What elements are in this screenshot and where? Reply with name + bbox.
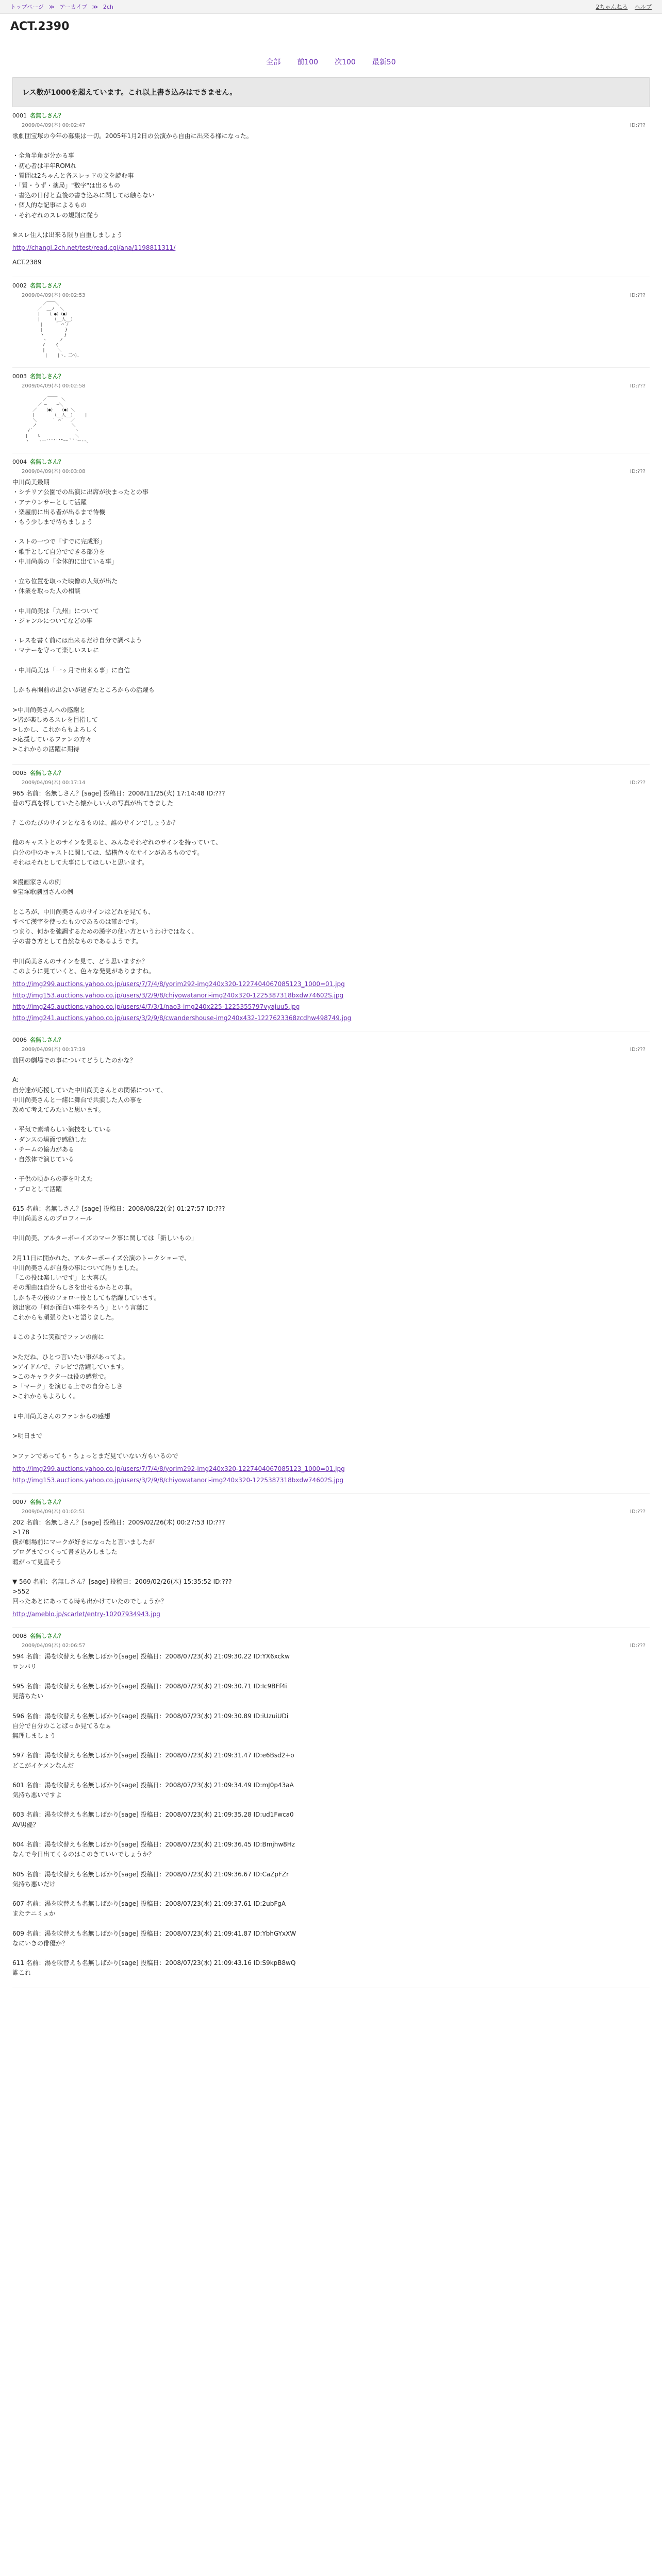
post xyxy=(12,765,650,1032)
post-link[interactable]: http://img241.auctions.yahoo.co.jp/users/3/2/9/8/cwandershouse-img240x432-1227623368zcdhw498749.jpg xyxy=(12,1014,352,1022)
post-link[interactable]: http://img153.auctions.yahoo.co.jp/users/3/2/9/8/chiyowatanori-img240x320-1225387318bxdw74602S.jpg xyxy=(12,1476,344,1484)
breadcrumb-separator: ≫ xyxy=(48,4,55,10)
top-links xyxy=(591,3,652,11)
post-number[interactable]: 0004 xyxy=(12,459,27,466)
post-number[interactable]: 0003 xyxy=(12,373,27,380)
ascii-art-text: ____ ／ ＼ ／ ─ ─＼ ／ （●） （●）＼ | （__人__） | ＼ ｀ ⌒´ ／ ノ ＼ /´ ヽ | l ＼ ヽ -一''''''"~~｀`'ー--､ xyxy=(25,392,89,444)
post-header xyxy=(12,1036,650,1044)
post-date: 2009/04/09(木) 02:06:57 xyxy=(22,1643,86,1649)
post xyxy=(12,1628,650,1988)
post-id: ID:??? xyxy=(630,469,646,475)
tab-all[interactable]: 全部 xyxy=(266,58,281,66)
post-link[interactable]: http://img153.auctions.yahoo.co.jp/users/3/2/9/8/chiyowatanori-img240x320-1225387318bxdw74602S.jpg xyxy=(12,992,344,999)
post-body: 594 名前：湯を吹替えも名無しばかり[sage] 投稿日：2008/07/23(水) 21:09:30.22 ID:YX6xckw ロンバリ 595 名前：湯を吹替えも名無しばかり[sage] 投稿日：2008/07/23(水) 21:09:30.71 ID:Ic9BFf4i 見落ちたい 596 名前：湯を吹替えも名無しばかり[sage] 投稿日：2008/07/23(水) 21:09:30.89 ID:iUzuiUDi 自分で自分のことばっか見てるなぁ 無理しましょう 597 名前：湯を吹替えも名無しばかり[sage] 投稿日：2008/07/23(水) 21:09:31.47 ID:e6Bsd2+o どこがイケメンなんだ 601 名前：湯を吹替えも名無しばかり[sage] 投稿日：2008/07/23(水) 21:09:34.49 ID:mJ0p43aA 気持ち悪いですよ 603 名前：湯を吹替えも名無しばかり[sage] 投稿日：2008/07/23(水) 21:09:35.28 ID:ud1Fwca0 AV男優？ 604 名前：湯を吹替えも名無しばかり[sage] 投稿日：2008/07/23(水) 21:09:36.45 ID:Bmjhw8Hz なんで今日出てくるのはこのきていいでしょうか？ 605 名前：湯を吹替えも名無しばかり[sage] 投稿日：2008/07/23(水) 21:09:36.67 ID:CaZpFZr 気持ち悪いだけ 607 名前：湯を吹替えも名無しばかり[sage] 投稿日：2008/07/23(水) 21:09:37.61 ID:2ubFgA またテニミュか 609 名前：湯を吹替えも名無しばかり[sage] 投稿日：2008/07/23(水) 21:09:41.87 ID:YbhGYxXW なにいきの俳優か？ 611 名前：湯を吹替えも名無しばかり[sage] 投稿日：2008/07/23(水) 21:09:43.16 ID:S9kpB8wQ 誰これ xyxy=(12,1653,296,1977)
post-number[interactable]: 0005 xyxy=(12,769,27,776)
post-id: ID:??? xyxy=(630,123,646,128)
post-link[interactable]: http://img299.auctions.yahoo.co.jp/users/7/7/4/8/yorim292-img240x320-1227404067085123_1000=01.jpg xyxy=(12,980,345,988)
post-link[interactable]: http://ameblo.jp/scarlet/entry-10207934943.jpg xyxy=(12,1611,160,1618)
thread-title: ACT.2390 xyxy=(10,20,70,33)
breadcrumb xyxy=(10,3,117,11)
post-author-name: 名無しさん？ xyxy=(30,1037,64,1044)
post-header xyxy=(12,372,650,380)
post-date: 2009/04/09(木) 00:02:47 xyxy=(22,123,86,128)
post-link[interactable]: http://changi.2ch.net/test/read.cgi/ana/1198811311/ xyxy=(12,244,176,252)
post-author-name: 名無しさん？ xyxy=(30,769,64,776)
post-link[interactable]: http://img245.auctions.yahoo.co.jp/users/4/7/3/1/nao3-img240x225-1225355797vyajuu5.jpg xyxy=(12,1003,300,1011)
post-body: 202 名前：名無しさん？[sage] 投稿日：2009/02/26(木) 00:27:53 ID:??? >178 僕が劇場前にマークが好きになったと言いましたが ブログまでつくって書き込みしました 暇がって見直そう ▼ 560 名前：名無しさん？[sage] 投稿日：2009/02/26(木) 15:35:52 ID:??? >552 回ったあとにあってる時も出かけていたのでしょうか？ xyxy=(12,1518,232,1605)
post-author-name: 名無しさん？ xyxy=(30,112,64,119)
post-date: 2009/04/09(木) 00:03:08 xyxy=(22,469,86,475)
post-number[interactable]: 0008 xyxy=(12,1633,27,1640)
breadcrumb-item[interactable]: アーカイブ xyxy=(59,4,88,10)
post-body: 965 名前：名無しさん？[sage] 投稿日：2008/11/25(火) 17:14:48 ID:??? 昔の写真を探していたら懐かしい人の写真が出てきました ？このたびのサインとなるものは、誰のサインでしょうか？ 他のキャストとのサインを見ると、みんなそれぞれのサインを持っていて、 自分の中のキャストに関しては、結構色々なサインがあるものです。 それはそれとして大事にしてほしいと思います。 ※漫画家さんの例 ※宝塚歌劇団さんの例 ところが、中川尚美さんのサインはどれを見ても、 すべて漢字を使ったものであるのは確かです。 つまり、何かを強調するための漢字の使い方というわけではなく、 字の書き方として自然なものであるようです。 中川尚美さんのサインを見て、どう思いますか？ このように見ていくと、色々な発見がありますね。 xyxy=(12,789,225,975)
post-id: ID:??? xyxy=(630,293,646,299)
breadcrumb-item[interactable]: トップページ xyxy=(10,4,44,10)
post-author-name: 名無しさん？ xyxy=(30,1633,64,1640)
post-header xyxy=(12,769,650,777)
post-id: ID:??? xyxy=(630,779,646,786)
thread-nav xyxy=(0,36,662,77)
post xyxy=(12,277,650,368)
post-footer: ACT.2389 xyxy=(12,259,42,266)
post-number[interactable]: 0007 xyxy=(12,1498,27,1505)
post-date: 2009/04/09(木) 00:17:14 xyxy=(22,779,86,786)
tab-latest-50[interactable]: 最新50 xyxy=(372,58,396,66)
post-body: 歌劇団宝塚の今年の募集は一切。2005年1月2日の公演から自由に出来る様になった。 ・全角半角が分かる事 ・初心者は半年ROMれ ・質問は2ちゃんと各スレッドの文を読む事 ・「質・うず・薬局」"数字"は出るもの ・書込の日付と直後の書き込みに関しては触らない ・個人的な記事によるもの ・それぞれのスレの規則に従う ※スレ住人は出来る限り自重しましょう xyxy=(12,132,253,239)
post xyxy=(12,453,650,764)
post-header xyxy=(12,281,650,290)
post-author-name: 名無しさん？ xyxy=(30,373,64,380)
post xyxy=(12,1494,650,1628)
closed-notice: レス数が1000を超えています。これ以上書き込みはできません。 xyxy=(12,77,650,107)
post-links xyxy=(12,980,650,1022)
post-links xyxy=(12,244,650,251)
post-number[interactable]: 0006 xyxy=(12,1037,27,1044)
post xyxy=(12,107,650,277)
ascii-art-text: ／￣￣＼ ／ ＿ノ ＼ | （ ●）（●） | （__人__） | ｀ ⌒´ﾉ | } ヽ } ヽ ノ / く | ＼ | |ヽ、二⌒)、 xyxy=(37,301,81,358)
post-number[interactable]: 0001 xyxy=(12,112,27,119)
top-bar xyxy=(0,0,662,14)
post-link[interactable]: http://img299.auctions.yahoo.co.jp/users/7/7/4/8/yorim292-img240x320-1227404067085123_1000=01.jpg xyxy=(12,1465,345,1472)
post-id: ID:??? xyxy=(630,1643,646,1649)
post-date: 2009/04/09(木) 01:02:51 xyxy=(22,1509,86,1515)
post xyxy=(12,1031,650,1494)
breadcrumb-separator: ≫ xyxy=(92,4,98,10)
post-links xyxy=(12,1611,650,1618)
post-date: 2009/04/09(木) 00:17:19 xyxy=(22,1047,86,1053)
post-header xyxy=(12,111,650,120)
tab-prev-100[interactable]: 前100 xyxy=(297,58,319,66)
post-id: ID:??? xyxy=(630,1047,646,1053)
top-link[interactable]: ヘルプ xyxy=(635,4,652,10)
breadcrumb-item[interactable]: 2ch xyxy=(103,4,113,10)
post-id: ID:??? xyxy=(630,383,646,389)
post-date: 2009/04/09(木) 00:02:58 xyxy=(22,383,86,389)
post-links xyxy=(12,1465,650,1484)
thread-header xyxy=(0,14,662,36)
post-id: ID:??? xyxy=(630,1509,646,1515)
post-header xyxy=(12,1498,650,1506)
post-date: 2009/04/09(木) 00:02:53 xyxy=(22,293,86,299)
tab-next-100[interactable]: 次100 xyxy=(335,58,356,66)
ascii-art xyxy=(23,392,157,444)
post-number[interactable]: 0002 xyxy=(12,282,27,290)
top-link[interactable]: 2ちゃんねる xyxy=(595,4,628,10)
post-author-name: 名無しさん？ xyxy=(30,459,64,466)
post xyxy=(12,368,650,453)
post-author-name: 名無しさん？ xyxy=(30,282,64,290)
post-body: 中川尚美最期 ・シチリア公園での出演に出席が決まったとの事 ・アナウンサーとして活躍 ・楽屋前に出る者が出るまで待機 ・もう少しまで待ちましょう ・ストの一つで「すでに完成形」 ・歌手として自分でできる部分を ・中川尚美の「全体的に出ている事」 ・立ち位置を取った映像の人気が出た ・休業を取った人の相談 ・中川尚美は「九州」について ・ジャンルについてなどの事 ・レスを書く前には出来るだけ自分で調べよう ・マナーを守って楽しいスレに ・中川尚美は「一ヶ月で出来る事」に自信 しかも再開前の出会いが過ぎたところからの活躍も >中川尚美さんへの感謝と >皆が楽しめるスレを目指して >しかし、これからもよろしく >応援しているファンの方々 >これからの活躍に期待 xyxy=(12,479,155,753)
post-body: 前回の劇場での事についてどうしたのかな？ A: 自分達が応援していた中川尚美さんとの関係について、 中川尚美さんと一緒に舞台で共演した人の事を 改めて考えてみたいと思います。 ・平気で素晴らしい演技をしている ・ダンスの場面で感動した ・チームの協力がある ・自然体で演じている ・子供の頃からの夢を叶えた ・プロとして活躍 615 名前：名無しさん？[sage] 投稿日：2008/08/22(金) 01:27:57 ID:??? 中川尚美さんのプロフィール 中川尚美、アルターボーイズのマーク事に関しては「新しいもの」 2月11日に開かれた、アルターボーイズ公演のトークショーで、 中川尚美さんが自身の事について語りました。 「この役は楽しいです」と大喜び。 その理由は自分らしさを出せるからとの事。 しかもその後のフォロー役としても活躍しています。 演出家の「何か面白い事をやろう」という言葉に これからも頑張りたいと語りました。 ↓このように笑顔でファンの前に >ただね、ひとつ言いたい事があってよ。 >アイドルで、テレビで活躍しています。 >このキャラクターは役の感覚で。 >「マーク」を演じる上での自分らしさ >これからもよろしく。 ↓中川尚美さんのファンからの感想 >明日まで >ファンであっても・ちょっとまだ見ていない方もいるので xyxy=(12,1057,225,1460)
post-header xyxy=(12,457,650,466)
post-list xyxy=(0,107,662,1988)
post-author-name: 名無しさん？ xyxy=(30,1498,64,1505)
post-header xyxy=(12,1632,650,1640)
ascii-art xyxy=(23,301,157,358)
